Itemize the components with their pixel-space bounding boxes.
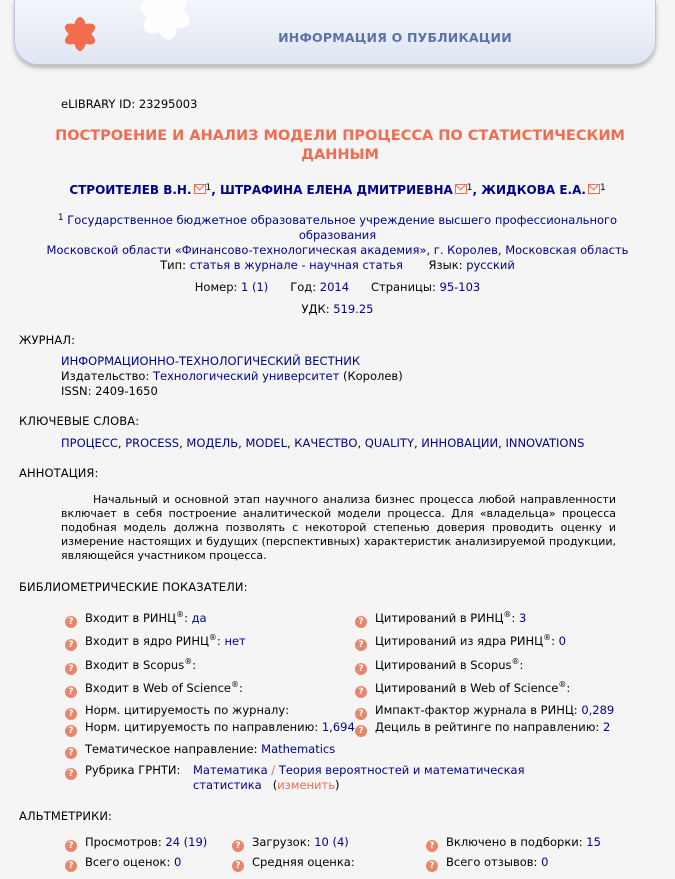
help-icon[interactable]: ? [355,725,367,737]
metric-value[interactable]: 3 [518,611,527,625]
lang-value: русский [466,258,515,272]
udk-label: УДК: [301,302,330,316]
alt-ratings [65,855,181,872]
reg-mark: ® [208,633,217,642]
metric-cit-wos [355,680,570,698]
affiliation-link-line1[interactable]: Государственное бюджетное образовательное учреждение высшего профессионального образования [67,213,618,242]
meta-udk [0,302,675,316]
type-label: Тип: [160,258,187,272]
grnti-value-1: Математика [193,763,268,777]
meta-number-year-pages [0,280,675,294]
metric-rinc [65,610,207,628]
keywords-heading: КЛЮЧЕВЫЕ СЛОВА: [19,414,140,428]
help-icon[interactable]: ? [232,840,244,852]
keyword-link[interactable]: ИННОВАЦИИ [421,436,499,450]
altmetrics-heading: АЛЬТМЕТРИКИ: [19,809,113,823]
metric-scopus [65,657,196,675]
alt-views [65,835,207,852]
help-icon[interactable]: ? [426,840,438,852]
help-icon[interactable]: ? [65,663,77,675]
metric-suffix: : [285,703,290,717]
alt-value: 10 (4) [314,835,349,849]
udk-value: 519.25 [333,302,374,316]
mail-icon[interactable] [194,184,206,194]
publication-title [40,127,640,165]
title-line-1: ПОСТРОЕНИЕ И АНАЛИЗ МОДЕЛИ ПРОЦЕССА ПО СТАТИСТИЧЕСКИМ [55,128,625,144]
metric-norm-journal [65,702,289,720]
author-link[interactable]: ШТРАФИНА ЕЛЕНА ДМИТРИЕВНА [220,183,453,197]
alt-value: 24 (19) [165,835,208,849]
number-label: Номер: [194,280,238,294]
metric-suffix: : [511,611,519,625]
metric-suffix: : [314,720,322,734]
metric-suffix: : [551,634,559,648]
journal-name-link[interactable]: ИНФОРМАЦИОННО-ТЕХНОЛОГИЧЕСКИЙ ВЕСТНИК [61,354,361,368]
metric-rinc-core [65,633,246,651]
metric-label: Входит в Web of Science [85,681,231,695]
help-icon[interactable]: ? [65,860,77,872]
number-link[interactable]: 1 (1) [241,280,269,294]
keyword-link[interactable]: QUALITY [364,436,414,450]
abstract-heading: АННОТАЦИЯ: [19,466,99,480]
metric-suffix: : [192,658,197,672]
mail-icon[interactable] [455,184,467,194]
reg-mark: ® [231,680,239,689]
alt-label: Всего оценок: [85,855,171,869]
metric-norm-direction [65,719,355,737]
help-icon[interactable]: ? [65,747,77,759]
metric-label: Входит в ядро РИНЦ [85,634,209,648]
thematic-value: Mathematics [261,742,336,756]
metric-value[interactable]: 0,289 [581,703,615,717]
keyword-link[interactable]: ПРОЦЕСС [61,436,118,450]
metric-value: 2 [602,720,611,734]
keyword-link[interactable]: PROCESS [125,436,180,450]
journal-issn: ISSN: 2409-1650 [61,384,158,398]
reg-mark: ® [543,633,552,642]
help-icon[interactable]: ? [355,686,367,698]
metric-impact-factor [355,702,614,720]
metric-label: Норм. цитируемость по журналу [85,703,286,717]
help-icon[interactable]: ? [65,639,77,651]
abstract-text: Начальный и основной этап научного анализа бизнес процесса любой направленности включает в себя построение аналитической модели процесса. Для «владельца» процесса подобная модель должна позволять с некоторой степенью доверия проводить оценку и измерение настоящих и будущих (перспективных) характеристик анализируемой продукции, являющейся участником процесса. [61,493,616,562]
metric-cit-rinc-core [355,633,566,651]
metric-decile [355,719,610,737]
keywords-list: ПРОЦЕСС, PROCESS, МОДЕЛЬ, MODEL, КАЧЕСТВО, QUALITY, ИННОВАЦИИ, INNOVATIONS [61,436,585,450]
elibrary-id: eLIBRARY ID: 23295003 [61,97,198,111]
metric-label: Цитирований в Scopus [375,658,512,672]
metric-suffix: : [519,658,524,672]
alt-label: Просмотров: [85,835,162,849]
affiliation [20,211,655,258]
lang-label: Язык: [428,258,463,272]
keyword-link[interactable]: MODEL [245,436,287,450]
metric-wos [65,680,243,698]
metric-label: Импакт-фактор журнала в РИНЦ [375,703,574,717]
metric-suffix: : [595,720,603,734]
metric-suffix: : [573,703,582,717]
metric-value: да [191,611,207,625]
alt-downloads [232,835,349,852]
reg-mark: ® [184,657,193,666]
help-icon[interactable]: ? [355,639,367,651]
page-title: ИНФОРМАЦИЯ О ПУБЛИКАЦИИ [278,30,512,45]
year-label: Год: [290,280,317,294]
affil-sup: 1 [57,213,64,223]
metric-value: 0 [558,634,566,648]
metric-grnti [65,763,180,780]
help-icon[interactable]: ? [65,616,77,628]
help-icon[interactable]: ? [65,686,77,698]
alt-label: Всего отзывов: [446,855,538,869]
alt-label: Загрузок: [252,835,311,849]
alt-value[interactable]: 15 [586,835,601,849]
metric-cit-scopus [355,657,523,675]
metric-suffix: : [239,681,243,695]
help-icon[interactable]: ? [232,860,244,872]
metric-suffix: : [566,681,571,695]
help-icon[interactable]: ? [355,616,367,628]
metric-label: Цитирований из ядра РИНЦ [375,634,544,648]
journal-block [61,354,403,399]
help-icon[interactable]: ? [65,725,77,737]
metric-label: Входит в РИНЦ [85,611,177,625]
author-affil-sup: 1 [205,183,212,193]
alt-label: Включено в подборки: [446,835,583,849]
grnti-value-2-cont: статистика [193,778,262,792]
publisher-city: (Королев) [342,369,403,383]
publisher-label: Издательство: [61,369,150,383]
reg-mark: ® [558,680,567,689]
thematic-label: Тематическое направление: [85,742,258,756]
author-affil-sup: 1 [599,183,606,193]
reg-mark: ® [511,657,520,666]
grnti-value-2: Теория вероятностей и математическая [278,763,525,777]
reg-mark: ® [176,610,185,619]
mail-icon[interactable] [588,184,600,194]
grnti-separator: / [271,763,276,777]
metric-label: Входит в Scopus [85,658,185,672]
metric-thematic [65,742,335,759]
keyword-link[interactable]: КАЧЕСТВО [294,436,358,450]
journal-heading: ЖУРНАЛ: [19,333,76,347]
help-icon[interactable]: ? [355,708,367,720]
metric-label: Норм. цитируемость по направлению [85,720,315,734]
metric-value: нет [224,634,246,648]
publisher-link[interactable]: Технологический университет [152,369,340,383]
affiliation-link-line2[interactable]: Московской области «Финансово-технологическая академия», г. Королев, Московская область [46,243,629,257]
metric-cit-rinc [355,610,526,628]
alt-value: 0 [541,855,549,869]
grnti-values: Математика / Теория вероятностей и математическая статистика (изменить) [193,763,525,792]
authors-list: СТРОИТЕЛЕВ В.Н. $^1$, ШТРАФИНА ЕЛЕНА ДМИТРИЕВНА $^1$, ЖИДКОВА Е.А. $^1$ [69,183,606,197]
keyword-link[interactable]: INNOVATIONS [505,436,585,450]
alt-label: Средняя оценка: [252,855,355,869]
type-value: статья в журнале - научная статья [189,258,403,272]
alt-value: 0 [174,855,182,869]
biblio-heading: БИБЛИОМЕТРИЧЕСКИЕ ПОКАЗАТЕЛИ: [19,580,248,594]
help-icon[interactable]: ? [65,840,77,852]
keyword-link[interactable]: МОДЕЛЬ [186,436,239,450]
author-link[interactable]: СТРОИТЕЛЕВ В.Н. [69,183,192,197]
metric-label: Цитирований в Web of Science [375,681,559,695]
help-icon[interactable]: ? [426,860,438,872]
pages-value: 95-103 [439,280,481,294]
metric-label: Цитирований в РИНЦ [375,611,504,625]
title-line-2: ДАННЫМ [301,147,379,163]
metric-value: 1,694 [321,720,355,734]
year-value: 2014 [319,280,350,294]
reg-mark: ® [503,610,512,619]
help-icon[interactable]: ? [65,768,77,780]
pages-label: Страницы: [370,280,436,294]
header-banner [14,0,656,65]
alt-collections [426,835,601,852]
author-affil-sup: 1 [466,183,473,193]
grnti-label: Рубрика ГРНТИ: [85,763,181,777]
help-icon[interactable]: ? [65,708,77,720]
meta-type-lang [0,258,675,272]
author-link[interactable]: ЖИДКОВА Е.А. [481,183,586,197]
grnti-change-link[interactable]: изменить [277,778,335,792]
metric-suffix: : [184,611,192,625]
help-icon[interactable]: ? [355,663,367,675]
metric-label: Дециль в рейтинге по направлению [375,720,596,734]
alt-avg-rating [232,855,355,872]
alt-reviews [426,855,548,872]
metric-suffix: : [216,634,225,648]
